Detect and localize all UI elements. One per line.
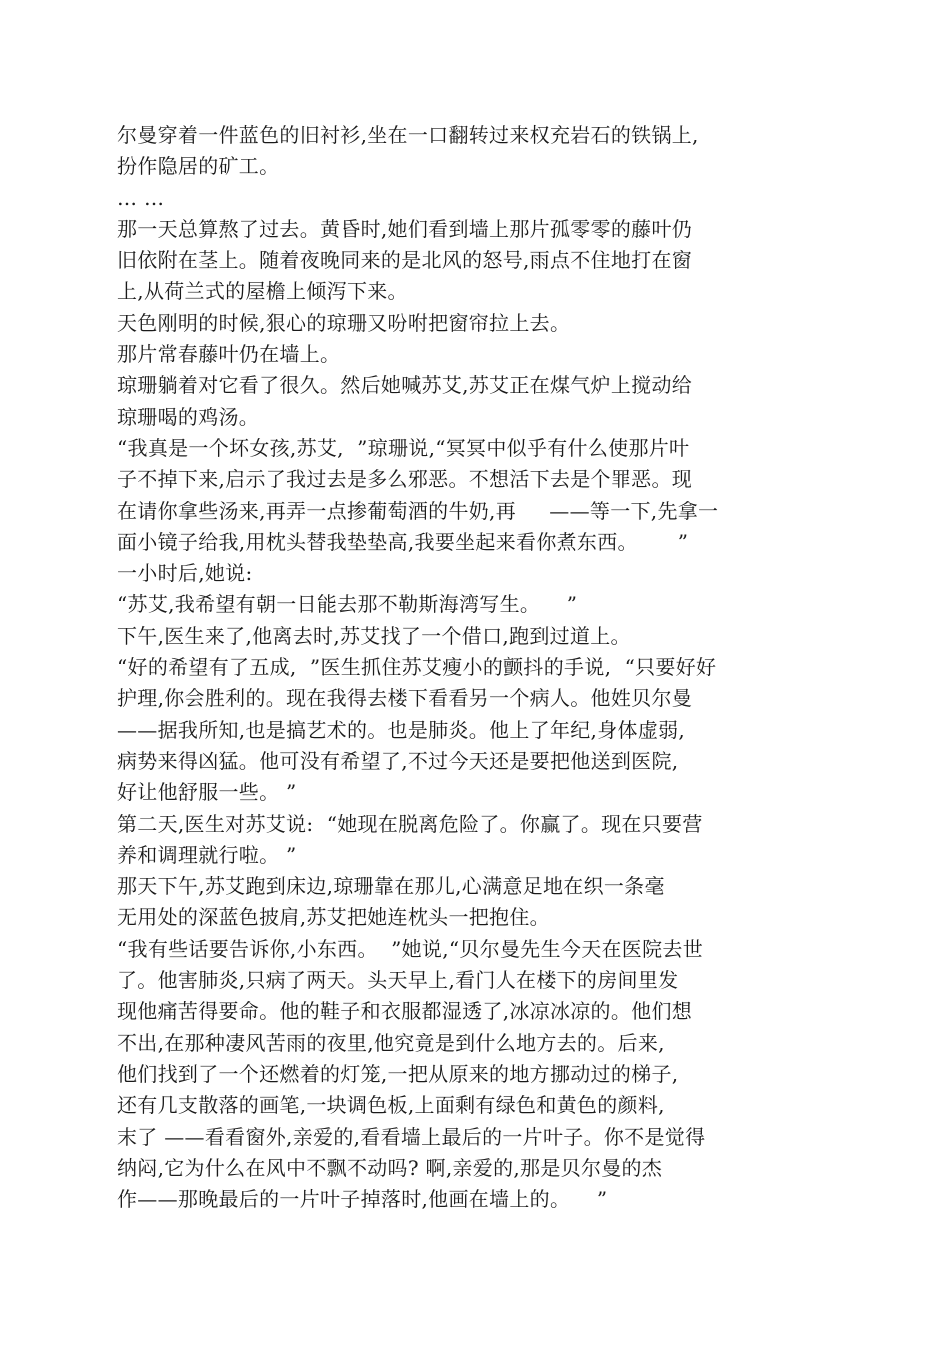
text-line: 那天下午,苏艾跑到床边,琼珊靠在那儿,心满意足地在织一条毫 [117,874,665,899]
text-line: 那一天总算熬了过去。黄昏时,她们看到墙上那片孤零零的藤叶仍 [117,216,693,241]
text-line: “我真是一个坏女孩,苏艾, ”琼珊说,“冥冥中似乎有什么使那片叶 [117,435,690,460]
text-line: 在请你拿些汤来,再弄一点掺葡萄酒的牛奶,再 ——等一下,先拿一 [117,498,719,523]
text-line: 旧依附在茎上。随着夜晚同来的是北风的怒号,雨点不住地打在窗 [117,248,693,273]
text-line: ——据我所知,也是搞艺术的。也是肺炎。他上了年纪,身体虚弱, [117,717,686,742]
text-line: 不出,在那种凄风苦雨的夜里,他究竟是到什么地方去的。后来, [117,1030,665,1055]
text-line: 现他痛苦得要命。他的鞋子和衣服都湿透了,冰凉冰凉的。他们想 [117,999,693,1024]
text-line: 作——那晚最后的一片叶子掉落时,他画在墙上的。 ” [117,1187,608,1212]
text-line: 扮作隐居的矿工。 [117,154,280,179]
text-line: 第二天,医生对苏艾说: “她现在脱离危险了。你赢了。现在只要营 [117,811,703,836]
text-line: 琼珊喝的鸡汤。 [117,404,260,429]
text-line: 养和调理就行啦。 ” [117,842,297,867]
text-line: 他们找到了一个还燃着的灯笼,一把从原来的地方挪动过的梯子, [117,1061,679,1086]
text-line: 尔曼穿着一件蓝色的旧衬衫,坐在一口翻转过来权充岩石的铁锅上, [117,123,699,147]
text-line: 纳闷,它为什么在风中不飘不动吗? 啊,亲爱的,那是贝尔曼的杰 [117,1155,663,1180]
text-line: 无用处的深蓝色披肩,苏艾把她连枕头一把抱住。 [117,905,550,930]
text-line: 下午,医生来了,他离去时,苏艾找了一个借口,跑到过道上。 [117,623,631,648]
text-line: 琼珊躺着对它看了很久。然后她喊苏艾,苏艾正在煤气炉上搅动给 [117,373,693,398]
text-line: 了。他害肺炎,只病了两天。头天早上,看门人在楼下的房间里发 [117,968,679,993]
story-text [117,120,817,1215]
text-line: “我有些话要告诉你,小东西。 ”她说,“贝尔曼先生今天在医院去世 [117,936,704,961]
text-line: 护理,你会胜利的。现在我得去楼下看看另一个病人。他姓贝尔曼 [117,686,693,711]
text-line: 好让他舒服一些。 ” [117,780,297,805]
text-line: 一小时后,她说: [117,561,253,586]
text-line: 上,从荷兰式的屋檐上倾泻下来。 [117,279,408,304]
text-line: 面小镜子给我,用枕头替我垫垫高,我要坐起来看你煮东西。 ” [117,529,689,554]
text-line: 末了 ——看看窗外,亲爱的,看看墙上最后的一片叶子。你不是觉得 [117,1124,706,1149]
text-line: 那片常春藤叶仍在墙上。 [117,342,341,367]
text-line: 天色刚明的时候,狠心的琼珊又吩咐把窗帘拉上去。 [117,310,571,335]
text-line: 子不掉下来,启示了我过去是多么邪恶。不想活下去是个罪恶。现 [117,467,693,492]
text-line: “好的希望有了五成, ”医生抓住苏艾瘦小的颤抖的手说, “只要好好 [117,655,717,680]
ellipsis-line: … … [117,185,165,210]
text-line: 还有几支散落的画笔,一块调色板,上面剩有绿色和黄色的颜料, [117,1093,665,1118]
text-line: “苏艾,我希望有朝一日能去那不勒斯海湾写生。 ” [117,592,578,617]
text-line: 病势来得凶猛。他可没有希望了,不过今天还是要把他送到医院, [117,748,679,773]
